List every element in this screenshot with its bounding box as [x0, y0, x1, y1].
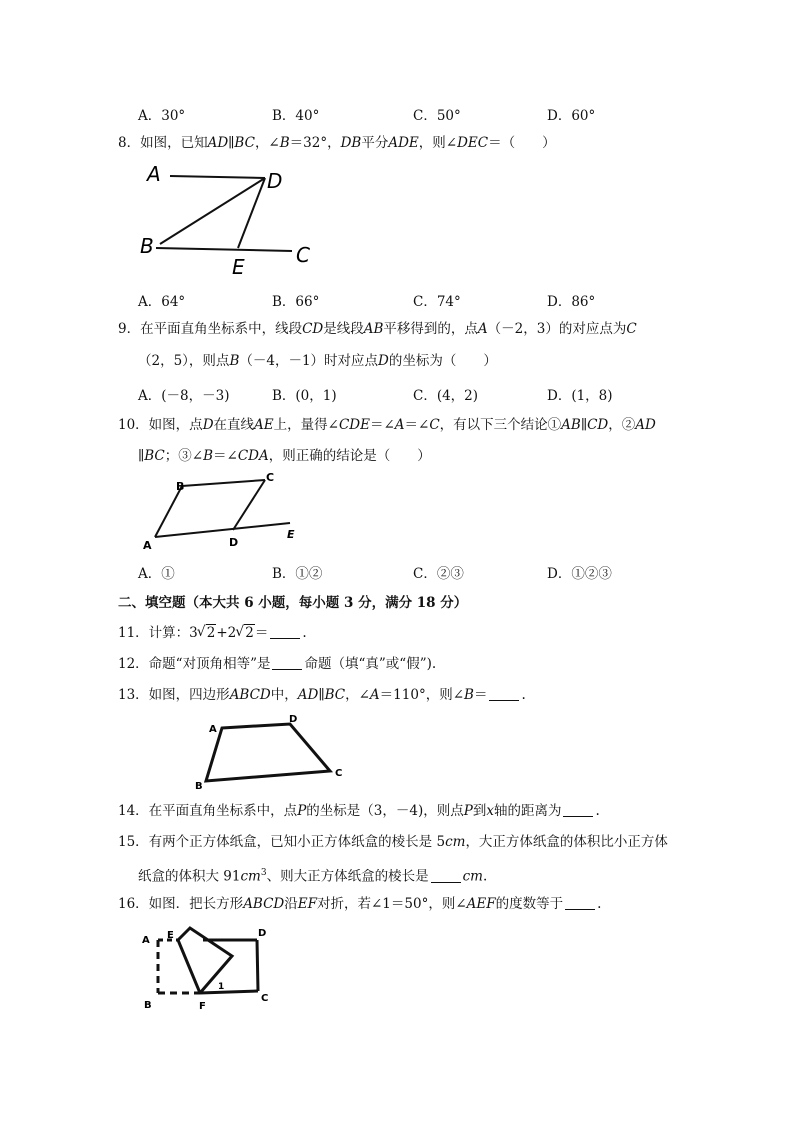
q7-option-d: D．60° [547, 108, 596, 124]
q10-label-a: A [143, 539, 152, 552]
q10-option-d: D．①②③ [547, 566, 612, 582]
q10-label-c: C [266, 471, 275, 484]
q13-label-d: D [289, 714, 298, 725]
q10-option-b: B．①② [272, 566, 323, 582]
q10-stem-line1: 10．如图，点D在直线AE上，量得∠CDE＝∠A＝∠C，有以下三个结论①AB∥CD，②AD [118, 417, 656, 433]
q10-label-b: B [176, 480, 185, 493]
q7-option-a: A．30° [138, 108, 186, 124]
q16-label-a: A [142, 935, 150, 946]
q13-label-c: C [335, 768, 343, 779]
q8-option-b: B．66° [272, 294, 320, 310]
q9-stem-line1: 9．在平面直角坐标系中，线段CD是线段AB平移得到的，点A（－2，3）的对应点为C [118, 321, 637, 337]
q8-label-c: C [296, 243, 310, 267]
q8-label-d: D [267, 169, 283, 193]
q8-label-a: A [147, 162, 161, 186]
q10-label-d: D [229, 536, 239, 549]
q9-option-b: B．(0，1) [272, 388, 337, 404]
q10-option-c: C．②③ [413, 566, 464, 582]
q7-option-b: B．40° [272, 108, 320, 124]
q16-label-b: B [144, 1000, 152, 1011]
q8-option-d: D．86° [547, 294, 596, 310]
q10-stem-line2: ∥BC；③∠B＝∠CDA，则正确的结论是（ ） [138, 448, 431, 464]
q14-stem: 14．在平面直角坐标系中，点P的坐标是（3，－4)，则点P到x轴的距离为 . [118, 803, 600, 819]
q16-label-e: E [167, 930, 174, 941]
q12-stem: 12．命题“对顶角相等”是 命题（填“真”或“假”). [118, 656, 437, 672]
q10-option-a: A．① [138, 566, 175, 582]
q9-option-a: A．(－8，－3) [138, 388, 230, 404]
q13-label-a: A [209, 724, 217, 735]
q16-label-d: D [258, 928, 267, 939]
q9-option-d: D．(1，8) [547, 388, 613, 404]
q10-label-e: E [287, 528, 295, 541]
q15-stem-line1: 15．有两个正方体纸盒，已知小正方体纸盒的棱长是 5cm，大正方体纸盒的体积比小正方体 [118, 834, 668, 850]
section-title: 二、填空题（本大共 6 小题，每小题 3 分，满分 18 分） [118, 595, 468, 611]
q8-stem: 8．如图，已知AD∥BC，∠B＝32°，DB平分ADE，则∠DEC＝（ ） [118, 135, 556, 151]
q8-option-c: C．74° [413, 294, 461, 310]
q15-stem-line2: 纸盒的体积大 $91cm^3$、则大正方体纸盒的棱长是 cm. [138, 868, 488, 885]
q16-stem: 16．如图．把长方形ABCD沿EF对折，若∠1＝50°，则∠AEF的度数等于 . [118, 896, 602, 912]
q9-option-c: C．(4，2) [413, 388, 479, 404]
q7-option-c: C．50° [413, 108, 461, 124]
q8-label-e: E [232, 255, 245, 279]
q13-stem: 13．如图，四边形ABCD中，AD∥BC，∠A＝110°，则∠B＝ . [118, 687, 526, 703]
q9-stem-line2: （2，5），则点B（－4，－1）时对应点D的坐标为（ ） [138, 353, 497, 369]
q16-label-angle: 1 [218, 982, 225, 992]
q8-option-a: A．64° [138, 294, 186, 310]
q16-label-f: F [199, 1001, 206, 1012]
q8-label-b: B [140, 234, 154, 258]
q16-label-c: C [261, 993, 269, 1004]
q11-stem: 11．计算：3√ 2+2√ 2＝ . [118, 624, 307, 642]
q13-label-b: B [195, 781, 203, 792]
